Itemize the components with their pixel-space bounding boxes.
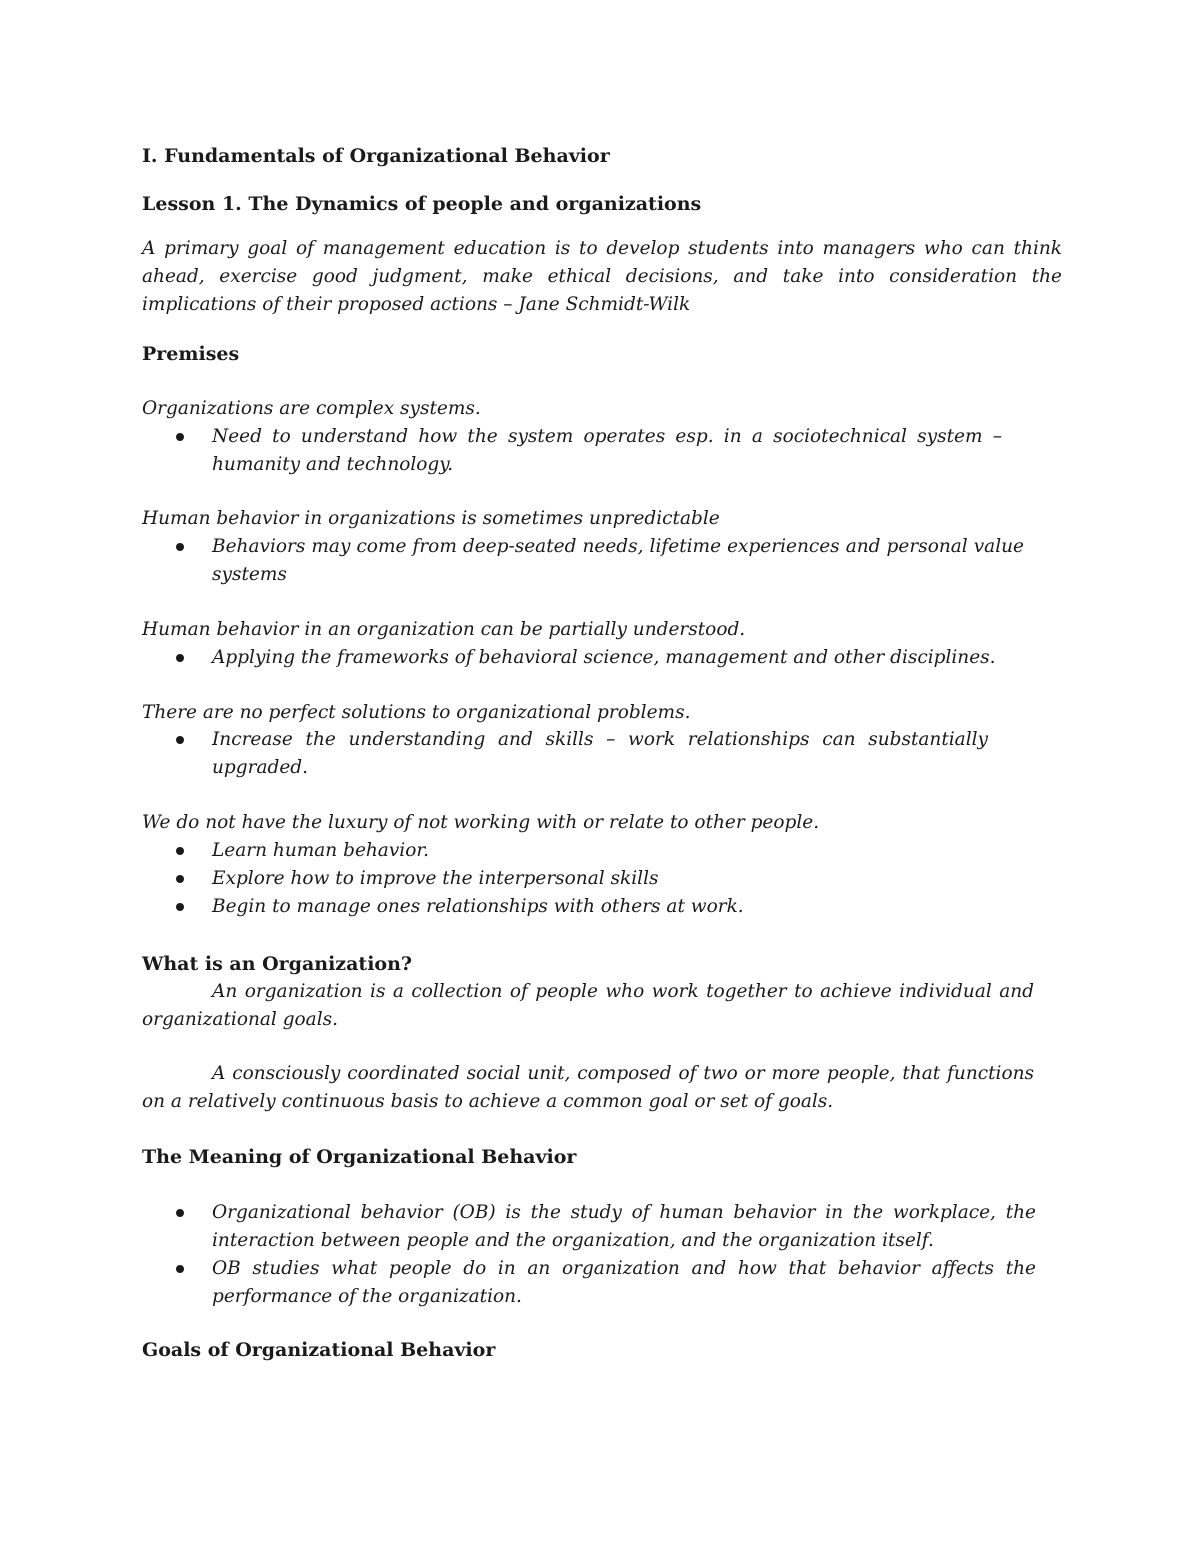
list-item: Increase the understanding and skills – work relationships can substantially upgraded. <box>212 726 988 782</box>
premises-heading: Premises <box>142 343 240 365</box>
quote-paragraph: A primary goal of management education is to develop students into managers who can think ahead, exercise good judgment, make ethical decisions, and take into consideration the implications of their proposed actions – Jane Schmidt-Wilk <box>142 238 1062 315</box>
list-item: Behaviors may come from deep-seated needs, lifetime experiences and personal value systems <box>212 533 1024 589</box>
list-item: Applying the frameworks of behavioral science, management and other disciplines. <box>212 644 1052 672</box>
meaning-bullet-list <box>212 1199 1036 1311</box>
list-item: OB studies what people do in an organization and how that behavior affects the performance of the organization. <box>212 1255 1036 1311</box>
list-item: Learn human behavior. <box>212 837 1002 865</box>
lesson-title: Lesson 1. The Dynamics of people and organizations <box>142 193 702 215</box>
premise-statement: We do not have the luxury of not working with or relate to other people. <box>142 812 820 833</box>
meaning-heading: The Meaning of Organizational Behavior <box>142 1146 577 1168</box>
premise-bullet-list <box>212 644 1052 672</box>
premise-bullet-list <box>212 726 988 782</box>
premise-bullet-list <box>212 533 1024 589</box>
organization-definition: A consciously coordinated social unit, composed of two or more people, that functions on a relatively continuous basis to achieve a common goal or set of goals. <box>142 1063 1034 1112</box>
organization-heading: What is an Organization? <box>142 953 413 975</box>
premise-bullet-list <box>212 423 1002 479</box>
list-item: Begin to manage ones relationships with others at work. <box>212 893 1002 921</box>
premise-statement: There are no perfect solutions to organizational problems. <box>142 702 691 723</box>
organization-definition: An organization is a collection of people who work together to achieve individual and organizational goals. <box>142 981 1034 1030</box>
premise-statement: Organizations are complex systems. <box>142 398 481 419</box>
premise-statement: Human behavior in an organization can be partially understood. <box>142 619 746 640</box>
premise-statement: Human behavior in organizations is sometimes unpredictable <box>142 508 720 529</box>
section-title: I. Fundamentals of Organizational Behavior <box>142 145 610 167</box>
list-item: Explore how to improve the interpersonal skills <box>212 865 1002 893</box>
premise-bullet-list <box>212 837 1002 921</box>
list-item: Need to understand how the system operates esp. in a sociotechnical system – humanity and technology. <box>212 423 1002 479</box>
list-item: Organizational behavior (OB) is the study of human behavior in the workplace, the interaction between people and the organization, and the organization itself. <box>212 1199 1036 1255</box>
goals-heading: Goals of Organizational Behavior <box>142 1339 496 1361</box>
